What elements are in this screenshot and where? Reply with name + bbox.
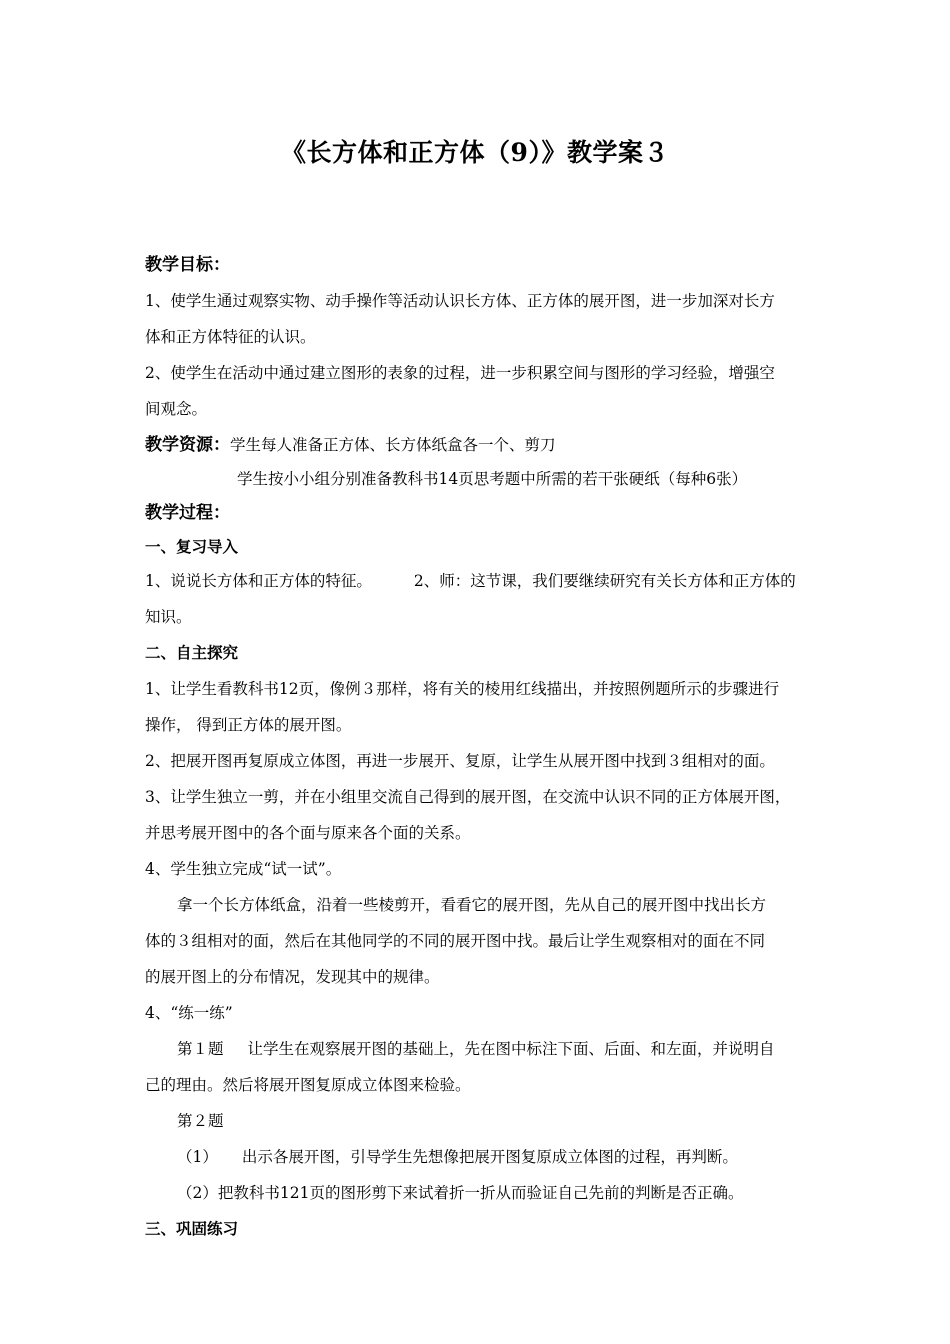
- resources-line-2: 学生按小小组分别准备教科书14页思考题中所需的若干张硬纸（每种6张）: [237, 470, 748, 488]
- section-2-item-1-line-1: 1、让学生看教科书12页，像例３那样，将有关的棱用红线描出，并按照例题所示的步骤进行: [145, 680, 780, 698]
- try-it-line-3: 的展开图上的分布情况，发现其中的规律。: [145, 968, 440, 986]
- section-2-item-5: 4、“练一练”: [145, 1004, 233, 1022]
- document-body: [145, 247, 817, 1247]
- section-1-heading: 一、复习导入: [145, 537, 239, 556]
- section-1-line-2: 知识。: [145, 608, 192, 626]
- exercise-1-text: 让学生在观察展开图的基础上，先在图中标注下面、后面、和左面，并说明自: [247, 1040, 775, 1058]
- exercise-1-line-1: [145, 1031, 817, 1067]
- goal-1-line-1: 1、使学生通过观察实物、动手操作等活动认识长方体、正方体的展开图，进一步加深对长方: [145, 292, 775, 310]
- section-2-item-2: 2、把展开图再复原成立体图，再进一步展开、复原，让学生从展开图中找到３组相对的面。: [145, 752, 775, 770]
- exercise-2-sub-1: [145, 1139, 817, 1175]
- section-1-part-2: 2、师：这节课，我们要继续研究有关长方体和正方体的: [413, 572, 796, 590]
- section-2-heading: 二、自主探究: [145, 643, 239, 662]
- resources-label: 教学资源：: [145, 435, 230, 455]
- section-1-line-1: [145, 563, 817, 599]
- resources-row: [145, 427, 817, 463]
- exercise-1-line-2: 己的理由。然后将展开图复原成立体图来检验。: [145, 1076, 471, 1094]
- section-2-item-1-line-2: 操作， 得到正方体的展开图。: [145, 716, 352, 734]
- process-heading: 教学过程：: [145, 503, 230, 523]
- try-it-line-2: 体的３组相对的面，然后在其他同学的不同的展开图中找。最后让学生观察相对的面在不同: [145, 932, 766, 950]
- section-3-heading: 三、巩固练习: [145, 1219, 239, 1238]
- exercise-2-sub-1-number: （1）: [177, 1148, 218, 1166]
- section-2-item-4: 4、学生独立完成“试一试”。: [145, 860, 342, 878]
- goal-1-line-2: 体和正方体特征的认识。: [145, 328, 316, 346]
- section-2-item-3-line-2: 并思考展开图中的各个面与原来各个面的关系。: [145, 824, 471, 842]
- try-it-line-1: 拿一个长方体纸盒，沿着一些棱剪开，看看它的展开图，先从自己的展开图中找出长方: [177, 896, 767, 914]
- exercise-1-label: 第１题: [177, 1040, 224, 1058]
- exercise-2-sub-2: （2）把教科书121页的图形剪下来试着折一折从而验证自己先前的判断是否正确。: [177, 1184, 744, 1202]
- document-title: 《长方体和正方体（9）》教学案３: [281, 138, 669, 167]
- goal-2-line-1: 2、使学生在活动中通过建立图形的表象的过程，进一步积累空间与图形的学习经验，增强空: [145, 364, 775, 382]
- goal-2-line-2: 间观念。: [145, 400, 208, 418]
- exercise-2-sub-1-text: 出示各展开图，引导学生先想像把展开图复原成立体图的过程，再判断。: [241, 1148, 738, 1166]
- exercise-2-label: 第２题: [177, 1112, 224, 1130]
- goals-heading: 教学目标：: [145, 255, 230, 275]
- resources-line-1: 学生每人准备正方体、长方体纸盒各一个、剪刀: [230, 436, 556, 454]
- section-1-part-1: 1、说说长方体和正方体的特征。: [145, 572, 372, 590]
- section-2-item-3-line-1: 3、让学生独立一剪，并在小组里交流自己得到的展开图，在交流中认识不同的正方体展开图，: [145, 788, 791, 806]
